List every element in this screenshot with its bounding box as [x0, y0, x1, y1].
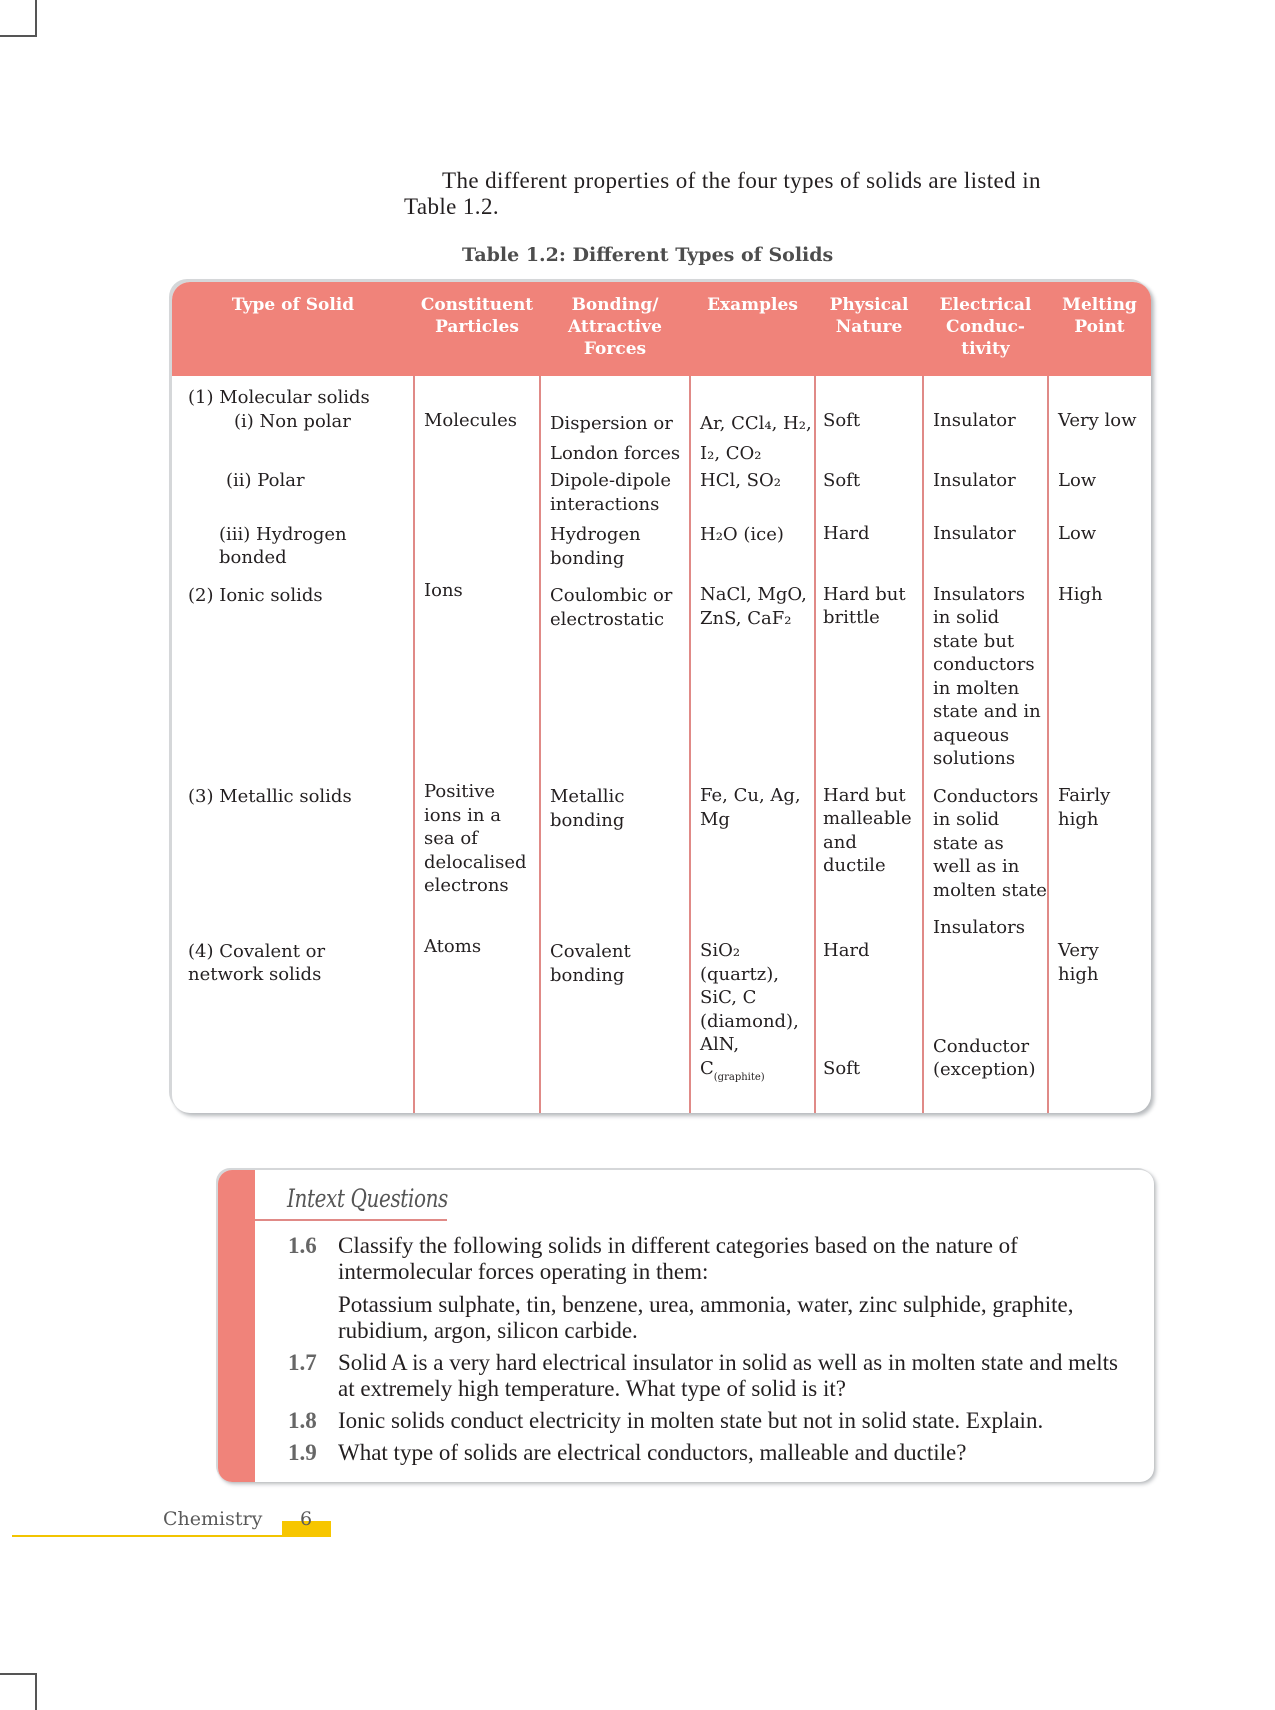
question-text: Ionic solids conduct electricity in molten state but not in solid state. Explain. — [338, 1408, 1044, 1433]
conductivity-nonpolar: Insulator — [933, 410, 1016, 431]
question-text: Classify the following solids in different categories based on the nature of intermolecular forces operating in them: — [338, 1233, 1018, 1284]
col-particles — [414, 376, 540, 1113]
nature-ionic: Hard but brittle — [823, 583, 906, 628]
melting-covalent: Very high — [1058, 940, 1099, 985]
type-ionic: (2) Ionic solids — [188, 584, 323, 606]
particles-covalent: Atoms — [424, 935, 482, 957]
table-caption: Table 1.2: Different Types of Solids — [462, 244, 834, 266]
intext-title: Intext Questions — [287, 1184, 448, 1213]
question-1-6 — [288, 1233, 1133, 1344]
conductivity-graphite: Conductor (exception) — [933, 1035, 1036, 1080]
crop-mark-bottom — [0, 1673, 37, 1710]
header-bonding: Bonding/ Attractive Forces — [540, 282, 690, 376]
question-1-8 — [288, 1408, 1133, 1434]
nature-metallic: Hard but malleable and ductile — [823, 784, 912, 876]
header-type: Type of Solid — [172, 282, 414, 376]
melting-hbonded: Low — [1058, 523, 1097, 544]
melting-polar: Low — [1058, 469, 1097, 491]
header-conductivity: Electrical Conduc- tivity — [923, 282, 1048, 376]
melting-metallic: Fairly high — [1058, 785, 1111, 830]
intro-line-2: Table 1.2. — [404, 194, 500, 219]
question-number: 1.9 — [288, 1440, 317, 1465]
crop-mark-top — [0, 0, 37, 37]
nature-graphite: Soft — [823, 1058, 861, 1079]
bonding-metallic: Metallic bonding — [550, 786, 625, 831]
col-melting — [1048, 376, 1151, 1113]
question-text: Solid A is a very hard electrical insulator in solid as well as in molten state and melts at extremely high temperature. What type of solid is it? — [338, 1350, 1118, 1401]
conductivity-covalent: Insulators — [933, 917, 1025, 938]
question-text: What type of solids are electrical conductors, malleable and ductile? — [338, 1440, 967, 1465]
graphite-symbol: C — [700, 1057, 714, 1079]
header-nature: Physical Nature — [815, 282, 923, 376]
conductivity-ionic: Insulators in solid state but conductors in molten state and in aqueous solutions — [933, 583, 1041, 769]
col-type — [172, 376, 414, 1113]
bonding-ionic: Coulombic or electrostatic — [550, 585, 673, 630]
melting-ionic: High — [1058, 583, 1103, 605]
question-number: 1.8 — [288, 1408, 317, 1433]
examples-metallic: Fe, Cu, Ag, Mg — [700, 785, 801, 830]
particles-molecular: Molecules — [424, 410, 517, 431]
nature-polar: Soft — [823, 469, 861, 491]
conductivity-metallic: Conductors in solid state as well as in molten state — [933, 785, 1047, 901]
graphite-subscript: (graphite) — [713, 1071, 765, 1083]
footer-rule — [12, 1535, 282, 1537]
col-bonding — [540, 376, 690, 1113]
bonding-hbonded: Hydrogen bonding — [550, 524, 641, 569]
intext-title-underline — [255, 1219, 447, 1221]
intro-paragraph — [404, 168, 1154, 220]
nature-nonpolar: Soft — [823, 410, 861, 431]
col-conductivity — [923, 376, 1048, 1113]
examples-hbonded: H₂O (ice) — [700, 523, 784, 545]
col-examples — [690, 376, 815, 1113]
particles-ionic: Ions — [424, 579, 463, 601]
examples-covalent: SiO₂ (quartz), SiC, C (diamond), AlN, — [700, 940, 799, 1055]
nature-hbonded: Hard — [823, 523, 870, 544]
col-nature — [815, 376, 923, 1113]
header-examples: Examples — [690, 282, 815, 376]
question-extra: Potassium sulphate, tin, benzene, urea, ammonia, water, zinc sulphide, graphite, rubidium, argon, silicon carbide. — [338, 1292, 1074, 1343]
intro-line-1: The different properties of the four types of solids are listed in — [442, 168, 1041, 193]
type-metallic: (3) Metallic solids — [188, 786, 352, 807]
examples-ionic: NaCl, MgO, ZnS, CaF₂ — [700, 584, 807, 629]
question-number: 1.7 — [288, 1350, 317, 1375]
footer-page-number: 6 — [300, 1508, 313, 1530]
question-1-7 — [288, 1350, 1133, 1402]
conductivity-hbonded: Insulator — [933, 523, 1016, 544]
type-polar: (ii) Polar — [226, 470, 305, 491]
particles-metallic: Positive ions in a sea of delocalised electrons — [424, 781, 527, 896]
nature-covalent: Hard — [823, 939, 870, 961]
table-header-row — [172, 282, 1151, 376]
examples-nonpolar: Ar, CCl₄, H₂, I₂, CO₂ — [700, 413, 812, 464]
type-hbonded: (iii) Hydrogen bonded — [219, 523, 347, 568]
type-covalent: (4) Covalent or network solids — [188, 940, 326, 985]
header-particles: Constituent Particles — [414, 282, 540, 376]
question-1-9 — [288, 1440, 1133, 1466]
intext-accent-bar — [218, 1170, 255, 1482]
intext-questions-box — [218, 1170, 1154, 1482]
melting-nonpolar: Very low — [1058, 410, 1137, 431]
header-melting: Melting Point — [1048, 282, 1151, 376]
bonding-covalent: Covalent bonding — [550, 941, 631, 986]
footer-subject: Chemistry — [163, 1508, 263, 1530]
examples-polar: HCl, SO₂ — [700, 470, 781, 491]
bonding-nonpolar: Dispersion or London forces — [550, 413, 681, 464]
table-body-row — [172, 376, 1151, 1113]
solids-table — [172, 282, 1151, 1113]
bonding-polar: Dipole-dipole interactions — [550, 470, 672, 515]
type-nonpolar: (i) Non polar — [234, 410, 351, 432]
conductivity-polar: Insulator — [933, 469, 1016, 491]
examples-graphite — [700, 1057, 812, 1090]
type-molecular: (1) Molecular solids — [188, 387, 370, 408]
question-number: 1.6 — [288, 1233, 317, 1258]
